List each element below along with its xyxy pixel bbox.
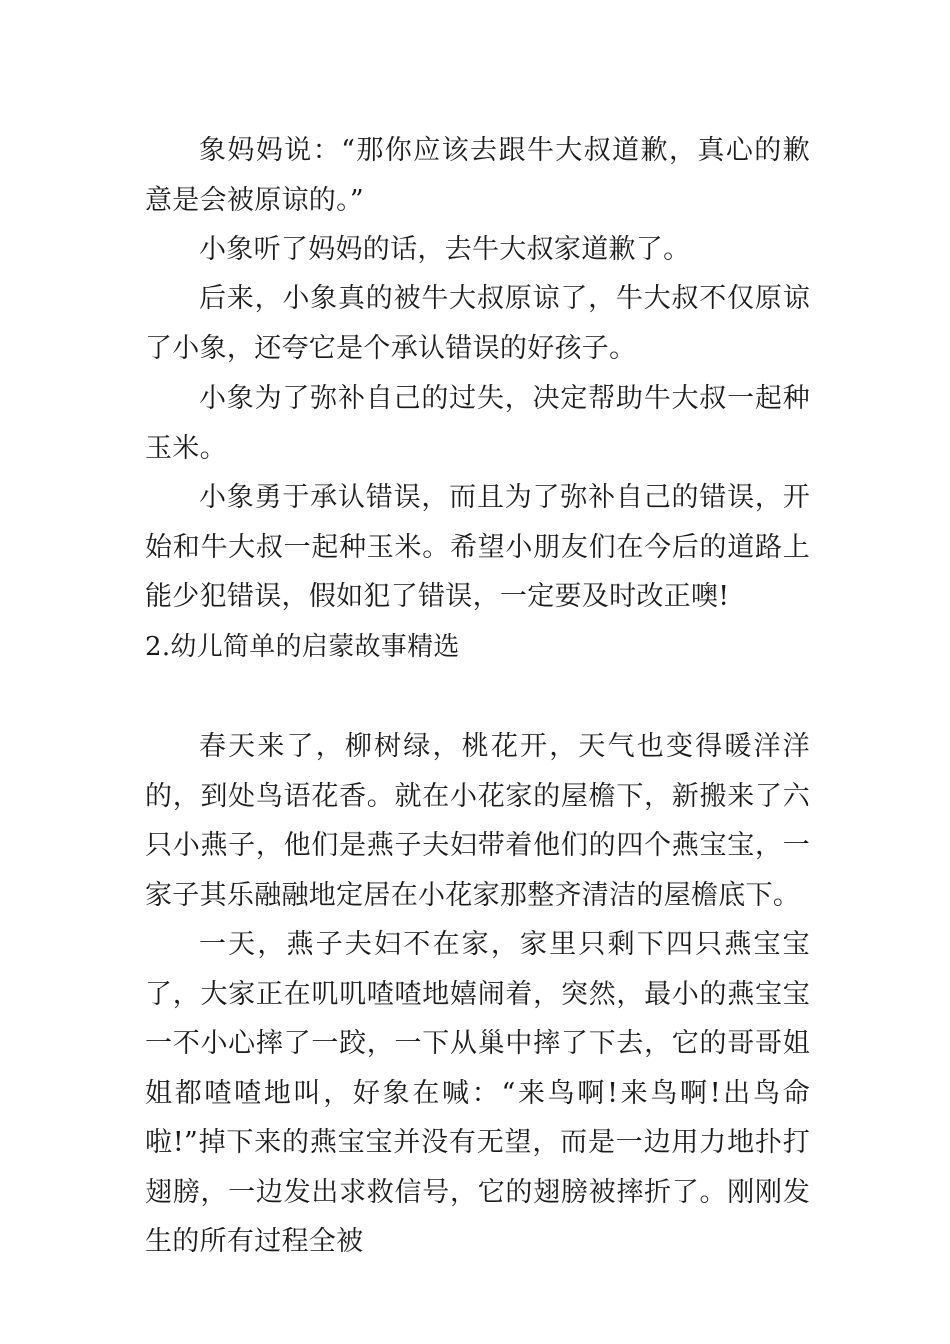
paragraph-story-moral: 小象勇于承认错误，而且为了弥补自己的错误，开始和牛大叔一起种玉米。希望小朋友们在今后的道路上能少犯错误，假如犯了错误，一定要及时改正噢! [145, 482, 810, 612]
paragraph-baby-swallow-falls: 一天，燕子夫妇不在家，家里只剩下四只燕宝宝了，大家正在叽叽喳喳地嬉闹着，突然，最小的燕宝宝一不小心摔了一跤，一下从巢中摔了下去，它的哥哥姐姐都喳喳地叫，好象在喊：“来鸟啊!来鸟啊!出鸟命啦!”掉下来的燕宝宝并没有无望，而是一边用力地扑打翅膀，一边发出求救信号，它的翅膀被摔折了。刚刚发生的所有过程全被 [145, 929, 810, 1257]
paragraph-help-plant-corn: 小象为了弥补自己的过失，决定帮助牛大叔一起种玉米。 [145, 383, 810, 464]
section-heading: 2.幼儿简单的启蒙故事精选 [145, 632, 460, 662]
paragraph-forgiven: 后来，小象真的被牛大叔原谅了，牛大叔不仅原谅了小象，还夸它是个承认错误的好孩子。 [145, 283, 810, 364]
paragraph-apology-advice: 象妈妈说：“那你应该去跟牛大叔道歉，真心的歉意是会被原谅的。” [145, 135, 810, 216]
paragraph-spring-swallows: 春天来了，柳树绿，桃花开，天气也变得暖洋洋的，到处鸟语花香。就在小花家的屋檐下，新搬来了六只小燕子，他们是燕子夫妇带着他们的四个燕宝宝，一家子其乐融融地定居在小花家那整齐清洁的屋檐底下。 [145, 731, 810, 911]
paragraph-went-to-apologize: 小象听了妈妈的话，去牛大叔家道歉了。 [199, 234, 691, 265]
